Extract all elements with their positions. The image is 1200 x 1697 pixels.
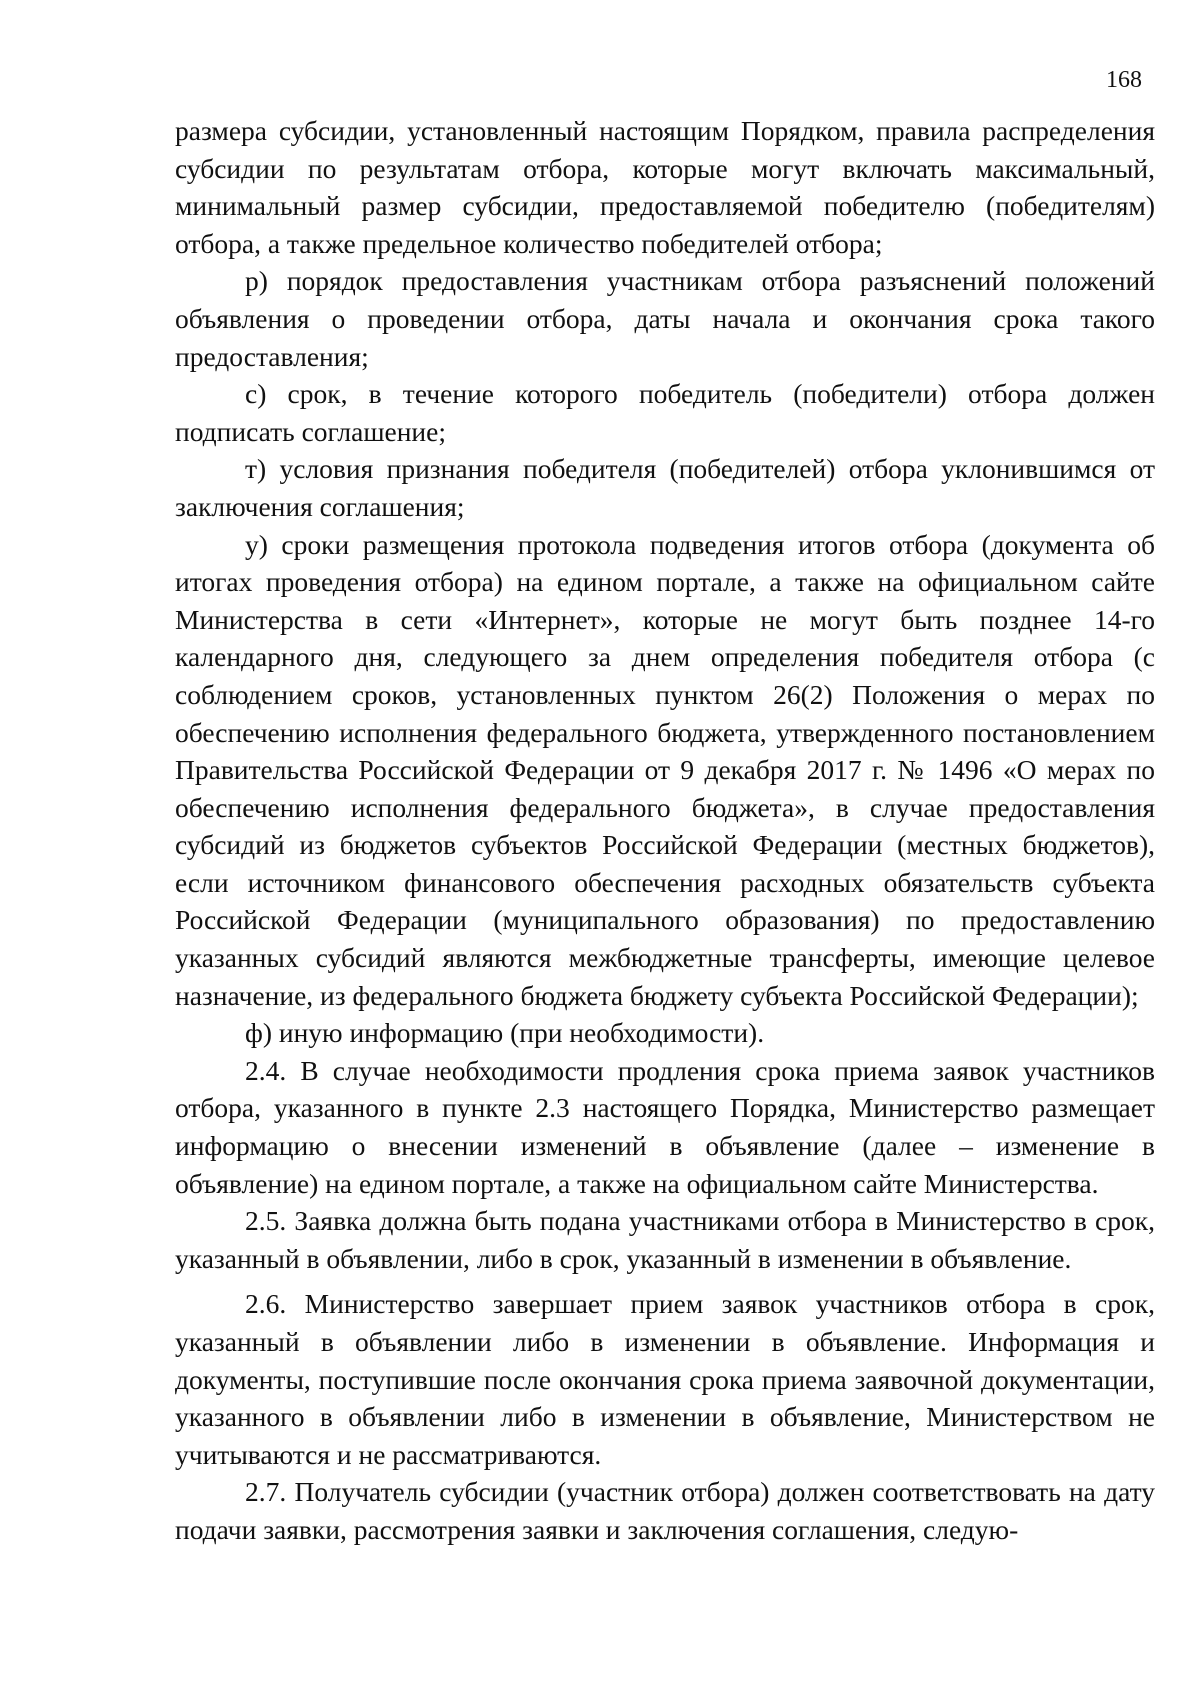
paragraph-item-t: т) условия признания победителя (победителей) отбора уклонившимся от заключения соглашения; xyxy=(175,453,1155,522)
document-body xyxy=(175,112,1155,1549)
paragraph-item-u: у) сроки размещения протокола подведения итогов отбора (документа об итогах проведения отбора) на едином портале, а также на официальном сайте Министерства в сети «Интернет», которые не могут быть позднее 14-го календарного дня, следующего за днем определения победителя отбора (с соблюдением сроков, установленных пунктом 26(2) Положения о мерах по обеспечению исполнения федерального бюджета, утвержденного постановлением Правительства Российской Федерации от 9 декабря 2017 г. № 1496 «О мерах по обеспечению исполнения федерального бюджета», в случае предоставления субсидий из бюджетов субъектов Российской Федерации (местных бюджетов), если источником финансового обеспечения расходных обязательств субъекта Российской Федерации (муниципального образования) по предоставлению указанных субсидий являются межбюджетные трансферты, имеющие целевое назначение, из федерального бюджета бюджету субъекта Российской Федерации); xyxy=(175,528,1155,1011)
paragraph-item-r: р) порядок предоставления участникам отбора разъяснений положений объявления о проведении отбора, даты начала и окончания срока такого предоставления; xyxy=(175,265,1155,372)
paragraph-continuation: размера субсидии, установленный настоящим Порядком, правила распределения субсидии по результатам отбора, которые могут включать максимальный, минимальный размер субсидии, предоставляемой победителю (победителям) отбора, а также предельное количество победителей отбора; xyxy=(175,115,1155,259)
paragraph-item-s: с) срок, в течение которого победитель (победители) отбора должен подписать соглашение; xyxy=(175,378,1155,447)
paragraph-2-7: 2.7. Получатель субсидии (участник отбора) должен соответствовать на дату подачи заявки, рассмотрения заявки и заключения соглашения, следую- xyxy=(175,1476,1155,1545)
page-number: 168 xyxy=(1106,67,1142,93)
paragraph-item-f: ф) иную информацию (при необходимости). xyxy=(245,1017,765,1049)
paragraph-2-5: 2.5. Заявка должна быть подана участниками отбора в Министерство в срок, указанный в объявлении, либо в срок, указанный в изменении в объявление. xyxy=(175,1205,1155,1274)
paragraph-2-4: 2.4. В случае необходимости продления срока приема заявок участников отбора, указанного в пункте 2.3 настоящего Порядка, Министерство размещает информацию о внесении изменений в объявление (далее – изменение в объявление) на едином портале, а также на официальном сайте Министерства. xyxy=(175,1054,1155,1199)
paragraph-2-6: 2.6. Министерство завершает прием заявок участников отбора в срок, указанный в объявлении либо в изменении в объявление. Информация и документы, поступившие после окончания срока приема заявочной документации, указанного в объявлении либо в изменении в объявление, Министерством не учитываются и не рассматриваются. xyxy=(175,1288,1155,1470)
